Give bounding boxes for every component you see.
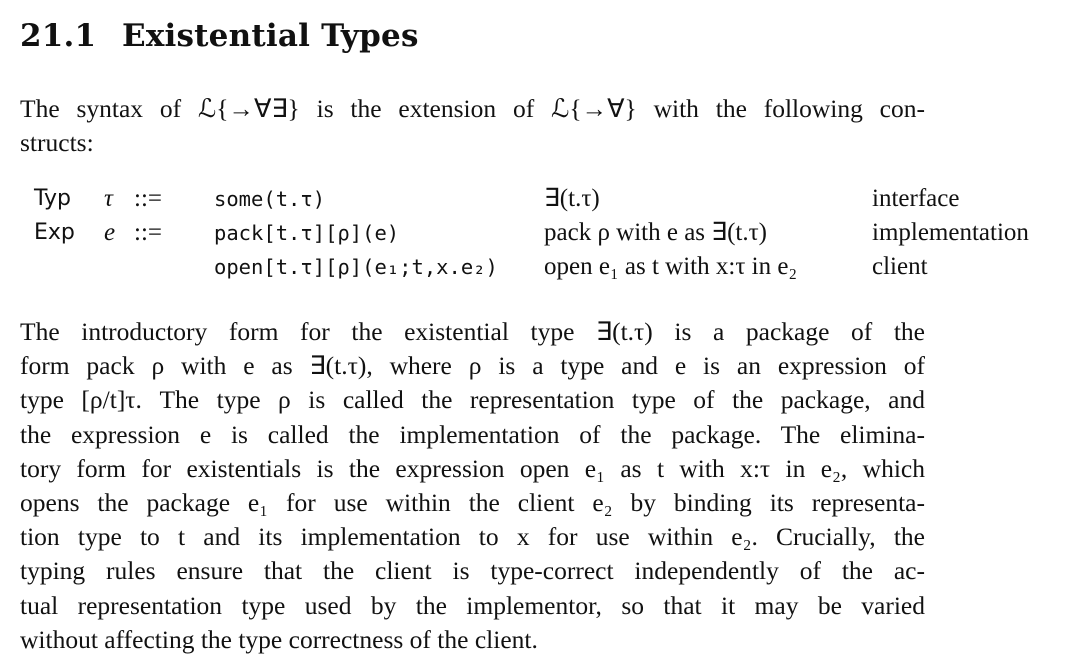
grammar-metavariable: e — [104, 219, 116, 246]
text-line: The introductory form for the existential type ∃(t.τ) is a package of the — [20, 317, 925, 346]
text-line: tual representation type used by the implementor, so that it may be varied — [20, 590, 925, 620]
grammar-production-symbol — [134, 250, 214, 284]
text-line: type [ρ/t]τ. The type ρ is called the representation type of the package, and — [20, 385, 925, 415]
grammar-description: interface — [872, 185, 960, 212]
grammar-abstract-syntax: some(t.τ) — [214, 187, 326, 211]
text-line: opens the package e₁ for use within the client e₂ by binding its representa- — [20, 488, 925, 518]
grammar-row — [28, 250, 1029, 284]
grammar-concrete-syntax: open e₁ as t with x:τ in e₂ — [544, 253, 798, 280]
grammar-production-symbol: ::= — [134, 185, 162, 212]
text-line: form pack ρ with e as ∃(t.τ), where ρ is a type and e is an expression of — [20, 351, 925, 381]
text-line: tory form for existentials is the expression open e₁ as t with x:τ in e₂, which — [20, 453, 925, 483]
grammar-abstract-syntax: open[t.τ][ρ](e₁;t,x.e₂) — [214, 255, 498, 279]
grammar-sort: Exp — [34, 220, 75, 245]
text-line: The syntax of ℒ{→∀∃} is the extension of ℒ{→∀} with the following con- — [20, 94, 925, 123]
grammar-description: client — [872, 253, 928, 280]
grammar-concrete-syntax: pack ρ with e as ∃(t.τ) — [544, 219, 767, 246]
grammar-metavariable — [104, 250, 134, 284]
text-line: tion type to t and its implementation to x for use within e₂. Crucially, the — [20, 522, 925, 552]
section-heading — [20, 18, 419, 54]
section-number: 21.1 — [20, 18, 97, 54]
body-paragraph — [20, 315, 925, 657]
grammar-metavariable: τ — [104, 185, 113, 212]
grammar-production-symbol: ::= — [134, 219, 162, 246]
grammar-row — [28, 182, 1029, 216]
grammar-concrete-syntax: ∃(t.τ) — [544, 185, 600, 212]
grammar-description: implementation — [872, 219, 1029, 246]
grammar-row — [28, 216, 1029, 250]
intro-paragraph — [20, 92, 925, 160]
text-line: typing rules ensure that the client is type-correct independently of the ac- — [20, 556, 925, 586]
grammar-sort: Typ — [34, 186, 71, 211]
text-line: structs: — [20, 128, 94, 158]
text-line: without affecting the type correctness of the client. — [20, 624, 538, 654]
grammar-abstract-syntax: pack[t.τ][ρ](e) — [214, 221, 400, 245]
section-title: Existential Types — [122, 18, 419, 54]
grammar-sort — [28, 250, 104, 284]
grammar-table — [28, 182, 1029, 284]
text-line: the expression e is called the implementation of the package. The elimina- — [20, 419, 925, 449]
